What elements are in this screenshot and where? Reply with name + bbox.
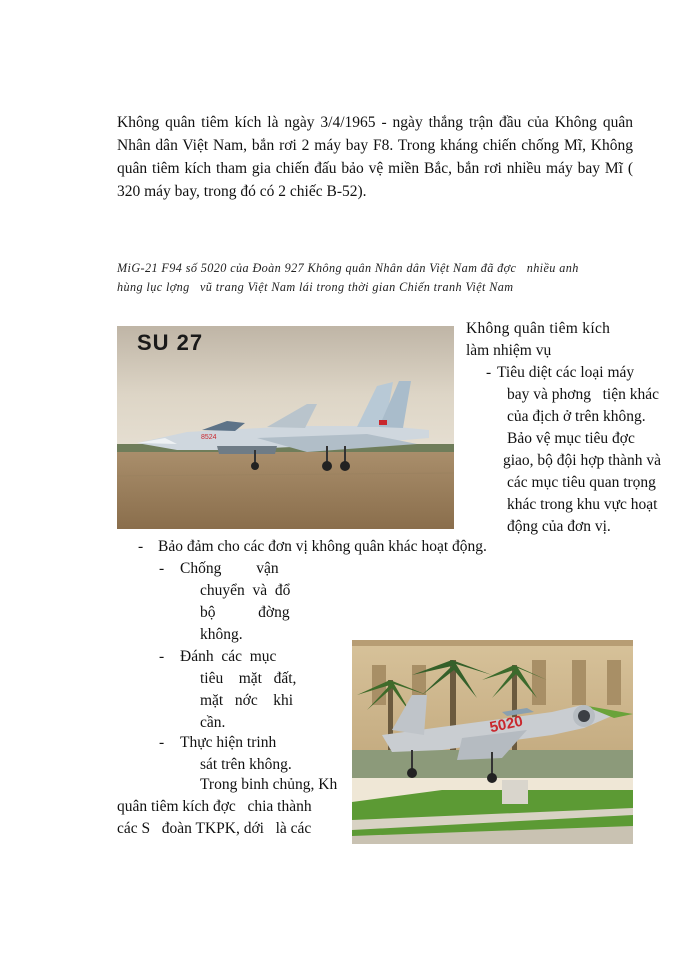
sub-item-1-dash: - [159, 560, 165, 577]
su27-tail-number: 8524 [201, 434, 217, 441]
mig21-photo [352, 640, 633, 844]
mission-item-1-line: giao, bộ đội hợp thành và [503, 452, 662, 469]
sub-item-1-line: Chống vận [180, 560, 279, 577]
mission-item-2: Bảo đảm cho các đơn vị không quân khác hoạt động. [158, 538, 487, 555]
mission-item-1-line: khác trong khu vực hoạt [507, 496, 658, 513]
sub-item-1 [180, 558, 310, 646]
sub-item-3-line: Thực hiện trinh [180, 734, 277, 751]
closing-line-3: các S đoàn TKPK, dới là các [117, 820, 312, 837]
mission-heading-line-1: Không quân tiêm kích [466, 320, 611, 337]
mission-item-2-dash: - [138, 538, 144, 555]
caption-line-2: hùng lục lợng vũ trang Việt Nam lái trong thời gian Chiến tranh Việt Nam [117, 280, 514, 294]
mission-item-1-line: của địch ở trên không. [507, 408, 646, 425]
intro-paragraph: Không quân tiêm kích là ngày 3/4/1965 - ngày thắng trận đầu của Không quân Nhân dân Việt Nam, bắn rơi 2 máy bay F8. Trong kháng chiến chống Mĩ, Không quân tiêm kích tham gia chiến đấu bảo vệ miền Bắc, bắn rơi nhiều máy bay Mĩ ( 320 máy bay, trong đó có 2 chiếc B-52). [117, 114, 633, 200]
mission-item-1-line: các mục tiêu quan trọng [507, 474, 656, 491]
sub-item-2-dash: - [159, 648, 165, 665]
mission-item-1-line: Tiêu diệt các loại máy [497, 364, 635, 381]
mission-item-1-line: Bảo vệ mục tiêu đợc [507, 430, 635, 447]
sub-item-2-line: mặt nớc khi [200, 692, 293, 709]
mission-item-1-line: động của đơn vị. [507, 518, 611, 535]
mig21-tail-number: 5020 [488, 712, 525, 737]
mission-heading-line-2: làm nhiệm vụ [466, 342, 552, 359]
closing-line-2: quân tiêm kích đợc chia thành [117, 798, 312, 815]
sub-item-1-line: chuyển và đổ [200, 582, 291, 599]
mission-item-1 [497, 362, 662, 538]
sub-item-3 [180, 732, 330, 776]
closing-line-1: Trong binh chủng, Kh [200, 776, 338, 793]
caption-line-1: MiG-21 F94 số 5020 của Đoàn 927 Không quân Nhân dân Việt Nam đã đợc nhiều anh [117, 261, 579, 275]
sub-item-3-dash: - [159, 734, 165, 751]
sub-item-1-line: bộ đờng [200, 604, 290, 621]
mission-heading [466, 318, 634, 362]
mission-item-1-dash: - [486, 364, 492, 381]
su27-photo [117, 326, 454, 529]
sub-item-2-line: tiêu mặt đất, [200, 670, 297, 687]
su27-label: SU 27 [137, 330, 204, 355]
sub-item-2 [180, 646, 310, 734]
sub-item-2-line: Đánh các mục [180, 648, 277, 665]
sub-item-3-line: sát trên không. [200, 756, 292, 773]
sub-item-1-line: không. [200, 626, 243, 643]
mission-item-1-line: bay và phơng tiện khác [507, 386, 659, 403]
photo-caption [117, 259, 637, 297]
sub-item-2-line: cần. [200, 714, 226, 731]
